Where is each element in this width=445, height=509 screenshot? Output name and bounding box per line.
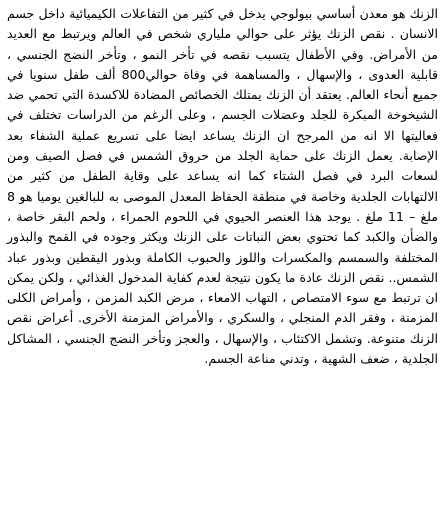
article-paragraph: الزنك هو معدن أساسي بيولوجي يدخل في كثير من التفاعلات الكيميائية داخل جسم الانسان . نقص الزنك يؤثر على حوالي ملياري شخص في العالم ويرتبط مع العديد من الأمراض. وفي الأطفال يتسبب نقصه في تأخر النمو ، وتأخر النضج الجنسي ، قابلية العدوى ، والإسهال ، والمساهمة في وفاة حوالي800 ألف طفل سنويا في جميع أنحاء العالم. يعتقد أن الزنك يمتلك الخصائص المضادة للاكسدة التي تحمي ضد الشيخوخة المبكرة للجلد وعضلات الجسم ، وعلى الرغم من الدراسات تختلف في فعاليتها الا انه من المرجح ان الزنك يساعد ايضا على تسريع عملية الشفاء بعد الإصابة. يعمل الزنك على حماية الجلد من حروق الشمس في فصل الصيف ومن لسعات البرد في فصل الشتاء كما انه يساعد على وقاية الطفل من كثير من الالتهابات الجلدية وخاصة في منطقة الحفاظ المعدل الموصى به للبالغين يوميا هو 8 ملغ – 11 ملغ . يوجد هذا العنصر الحيوي في اللحوم الحمراء ، ولحم البقر خاصة ، والضأن والكبد كما تحتوي بعض النباتات على الزنك ويكثر وجوده في القمح والبذور المختلفة والسمسم والمكسرات واللوز والحبوب الكاملة وبذور اليقطين وبذور عباد الشمس.. نقص الزنك عادة ما يكون نتيجة لعدم كفاية المدخول الغذائي ، ولكن يمكن ان ترتبط مع سوء الامتصاص ، التهاب الامعاء ، مرض الكبد المزمن ، وأمراض الكلى المزمنة ، وفقر الدم المنجلي ، والسكري ، والأمراض المزمنة الأخرى. أعراض نقص الزنك متنوعة. وتشمل الاكتئاب ، والإسهال ، والعجز وتأخر النضج الجنسي ، المشاكل الجلدية ، ضعف الشهية ، وتدني مناعة الجسم. [7,6,439,367]
